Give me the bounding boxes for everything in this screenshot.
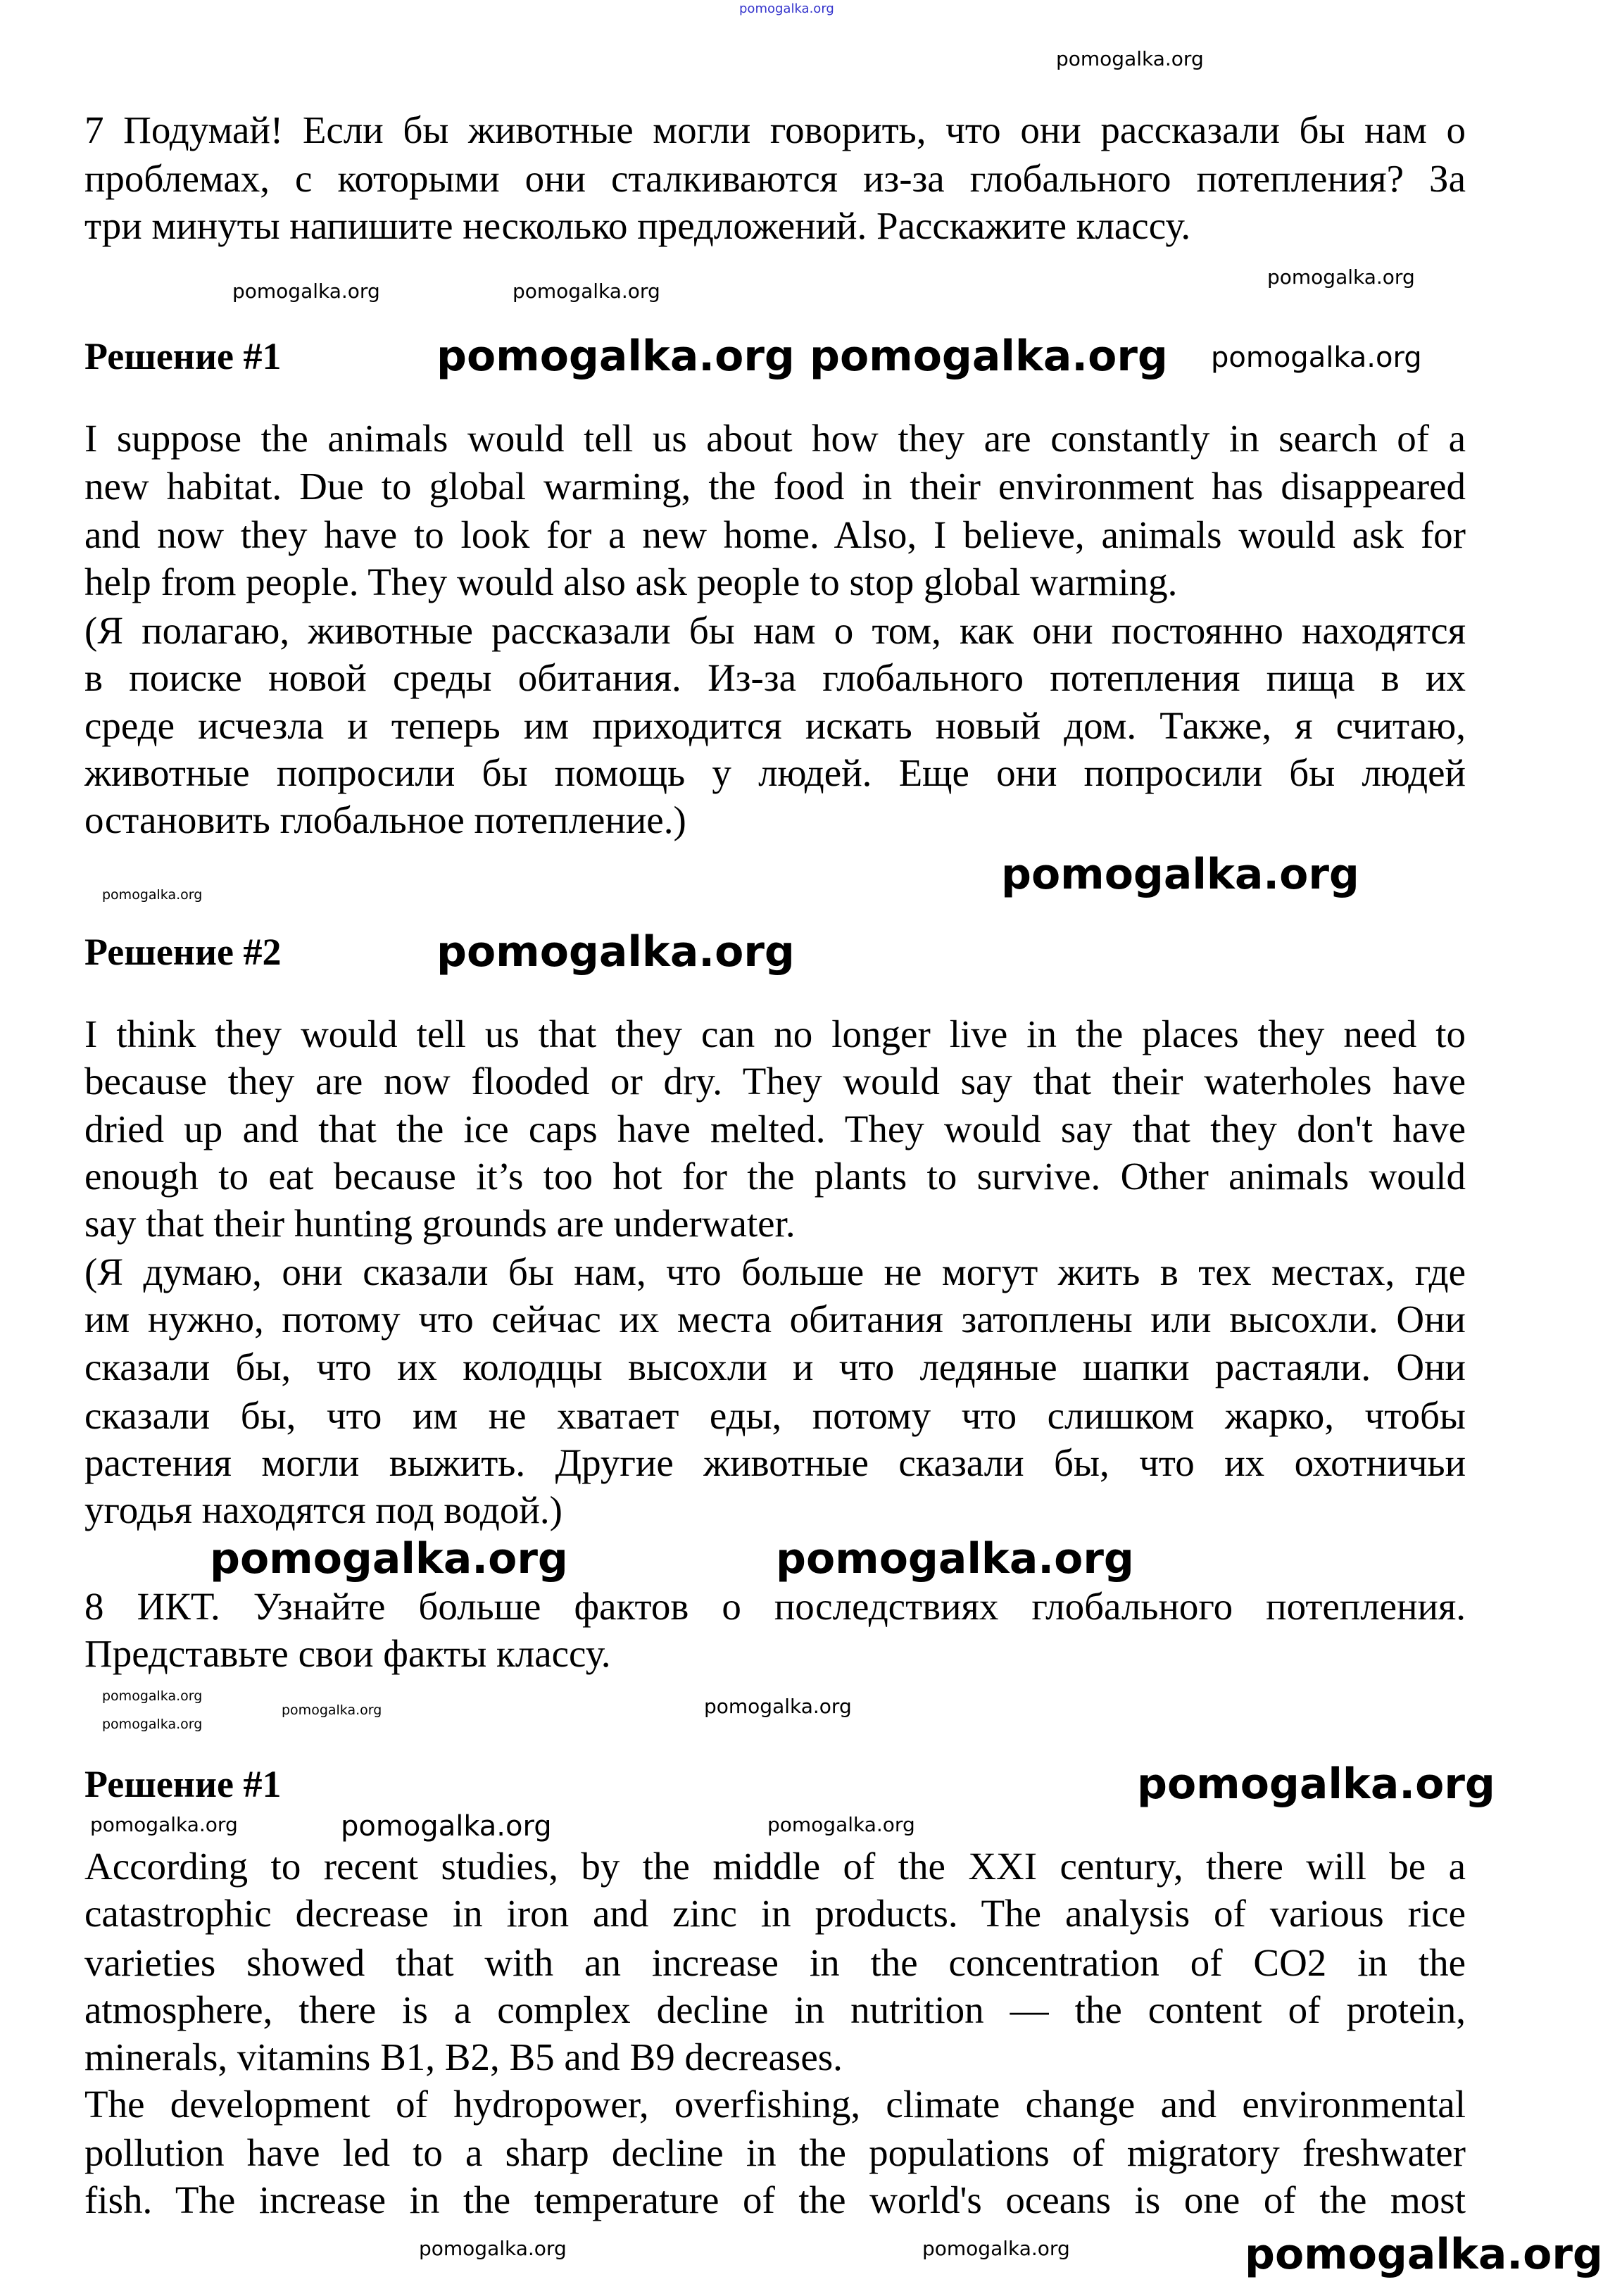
watermark: pomogalka.org [1267,265,1415,289]
task8-solution1-heading: Решение #1 [84,1763,282,1805]
watermark: pomogalka.org [436,332,795,381]
watermark: pomogalka.org [1211,341,1422,374]
task8-solution1-line: pollution have led to a sharp decline in the populations of migratory freshwater [84,2131,1466,2174]
task8-solution1-line: The development of hydropower, overfishing, climate change and environmental [84,2083,1466,2126]
task8-solution1-line: atmosphere, there is a complex decline in nutrition — the content of protein, [84,1988,1466,2031]
task7-solution1-line: среде исчезла и теперь им приходится искать новый дом. Также, я считаю, [84,704,1466,747]
watermark: pomogalka.org [767,1813,915,1836]
watermark: pomogalka.org [776,1534,1134,1583]
task7-solution1-line: help from people. They would also ask people to stop global warming. [84,560,1178,603]
task7-prompt-line: проблемах, с которыми они сталкиваются из-за глобального потепления? За [84,157,1466,200]
watermark: pomogalka.org [210,1534,568,1583]
task8-prompt-line: 8 ИКТ. Узнайте больше фактов о последствиях глобального потепления. [84,1585,1466,1628]
task8-solution1-line: varieties showed that with an increase in the concentration of CO2 in the [84,1941,1466,1984]
watermark: pomogalka.org [922,2237,1070,2260]
task7-solution2-line: (Я думаю, они сказали бы нам, что больше не могут жить в тех местах, где [84,1250,1466,1293]
task7-solution1-line: I suppose the animals would tell us about how they are constantly in search of a [84,417,1466,460]
task8-solution1-line: According to recent studies, by the middle of the XXI century, there will be a [84,1845,1466,1888]
task8-solution1-line: fish. The increase in the temperature of the world's oceans is one of the most [84,2178,1466,2221]
task7-prompt-line: 7 Подумай! Если бы животные могли говорить, что они рассказали бы нам о [84,108,1466,151]
watermark: pomogalka.org [282,1702,382,1718]
watermark: pomogalka.org [513,280,660,303]
watermark: pomogalka.org [90,1813,238,1836]
watermark: pomogalka.org [1137,1759,1495,1809]
task7-solution2-line: enough to eat because it’s too hot for the plants to survive. Other animals would [84,1155,1466,1198]
task7-solution2-line: им нужно, потому что сейчас их места обитания затоплены или высохли. Они [84,1298,1466,1341]
watermark: pomogalka.org [232,280,380,303]
watermark: pomogalka.org [419,2237,567,2260]
task7-prompt-line: три минуты напишите несколько предложений. Расскажите классу. [84,204,1191,247]
task7-solution1-line: животные попросили бы помощь у людей. Еще они попросили бы людей [84,751,1466,794]
watermark: pomogalka.org [704,1695,852,1718]
watermark: pomogalka.org [1245,2230,1603,2279]
task7-solution2-line: угодья находятся под водой.) [84,1488,562,1531]
watermark: pomogalka.org [1056,47,1204,70]
task7-solution1-line: в поиске новой среды обитания. Из-за глобального потепления пища в их [84,656,1466,699]
watermark: pomogalka.org [436,927,795,977]
task7-solution2-line: because they are now flooded or dry. They would say that their waterholes have [84,1060,1466,1103]
task7-solution1-line: and now they have to look for a new home. Also, I believe, animals would ask for [84,513,1466,556]
task8-prompt-line: Представьте свои факты классу. [84,1632,611,1675]
task7-solution2-line: I think they would tell us that they can no longer live in the places they need to [84,1012,1466,1055]
task7-solution2-line: растения могли выжить. Другие животные сказали бы, что их охотничьи [84,1441,1466,1484]
watermark: pomogalka.org [102,1717,203,1732]
watermark: pomogalka.org [810,332,1168,381]
task7-solution1-line: остановить глобальное потепление.) [84,798,686,841]
watermark: pomogalka.org [1001,850,1359,899]
watermark: pomogalka.org [102,887,203,903]
task7-solution2-line: сказали бы, что им не хватает еды, потому что слишком жарко, чтобы [84,1394,1466,1437]
task7-solution1-heading: Решение #1 [84,335,282,377]
task7-solution1-line: new habitat. Due to global warming, the food in their environment has disappeared [84,465,1466,508]
task8-solution1-line: minerals, vitamins B1, B2, B5 and B9 decreases. [84,2035,843,2078]
watermark: pomogalka.org [102,1688,203,1704]
task7-solution1-line: (Я полагаю, животные рассказали бы нам о том, как они постоянно находятся [84,609,1466,652]
watermark: pomogalka.org [341,1810,552,1843]
site-link[interactable]: pomogalka.org [739,1,834,16]
task7-solution2-heading: Решение #2 [84,931,282,973]
task7-solution2-line: dried up and that the ice caps have melted. They would say that they don't have [84,1108,1466,1150]
task8-solution1-line: catastrophic decrease in iron and zinc in products. The analysis of various rice [84,1892,1466,1935]
task7-solution2-line: сказали бы, что их колодцы высохли и что ледяные шапки растаяли. Они [84,1345,1466,1388]
task7-solution2-line: say that their hunting grounds are underwater. [84,1202,796,1245]
